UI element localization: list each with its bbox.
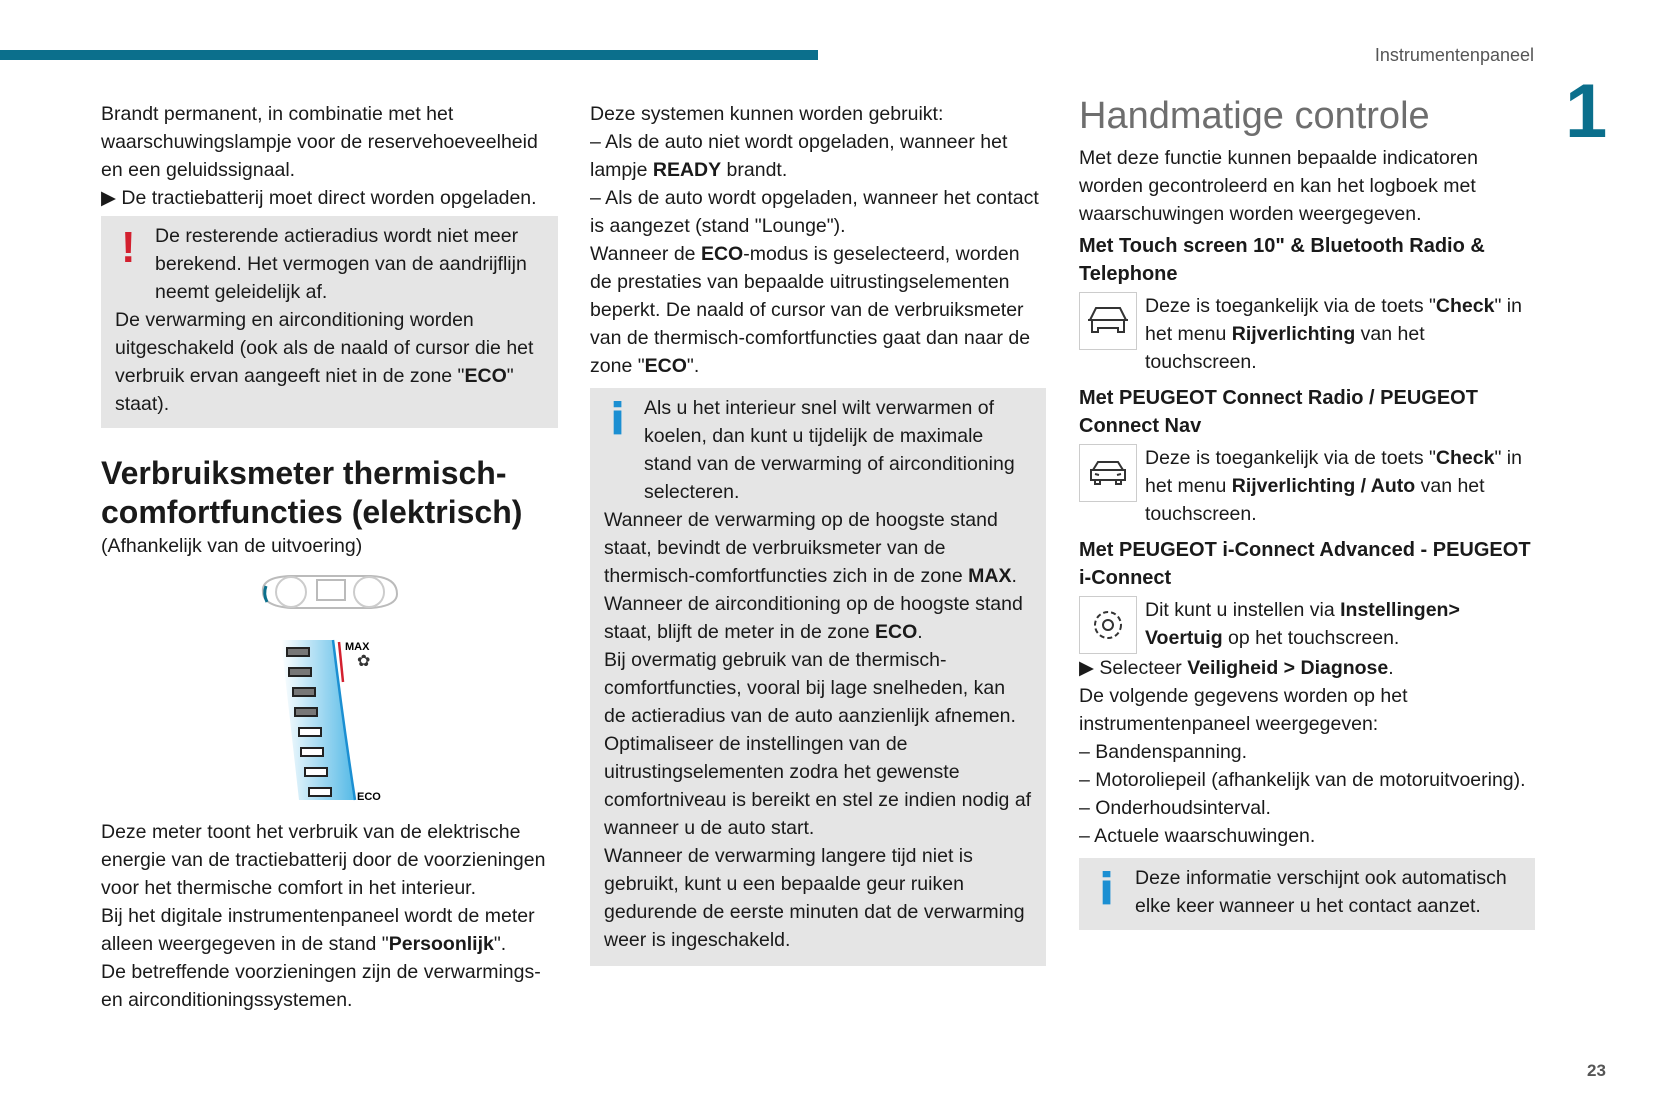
- text: .: [917, 621, 923, 643]
- info-text: [604, 506, 1032, 590]
- triangle-bullet-icon: ▶: [101, 187, 122, 209]
- instruction-text: [1145, 596, 1535, 654]
- text: ".: [686, 355, 700, 377]
- text: Deze is toegankelijk via de toets ": [1145, 295, 1436, 317]
- info-icon: i: [1099, 864, 1115, 915]
- consumption-meter-illustration: [251, 572, 411, 802]
- triangle-bullet-icon: ▶: [1079, 657, 1100, 679]
- bullet-item: [1079, 654, 1535, 682]
- chapter-number: 1: [1565, 69, 1608, 154]
- chapter-color-bar: [0, 50, 818, 60]
- info-text: [604, 590, 1032, 646]
- text: ECO: [644, 355, 687, 377]
- paragraph: Deze systemen kunnen worden gebruikt:: [590, 103, 944, 125]
- text: ECO: [464, 365, 507, 387]
- paragraph: [101, 902, 558, 958]
- text: ECO: [700, 243, 744, 265]
- info-text: Als u het interieur snel wilt verwarmen of koelen, dan kunt u tijdelijk de maximale stand van de verwarming of airconditioning selecteren.: [644, 397, 1015, 503]
- section-heading: Verbruiksmeter thermisch-comfortfuncties (elektrisch): [101, 455, 523, 530]
- text: Instellingen> Voertuig: [1145, 599, 1460, 649]
- bullet-text: De tractiebatterij moet direct worden opgeladen.: [121, 187, 537, 209]
- max-label: MAX: [345, 641, 370, 653]
- subtitle: (Afhankelijk van de uitvoering): [101, 535, 363, 557]
- subheading: Met PEUGEOT Connect Radio / PEUGEOT Connect Nav: [1079, 387, 1478, 437]
- info-text: Optimaliseer de instellingen van de uitrustingselementen zodra het gewenste comfortniveau is bereikt en stel ze indien nodig af wanneer u de auto start.: [604, 733, 1032, 839]
- instruction-row: [1079, 292, 1535, 376]
- info-box: [1079, 858, 1535, 930]
- paragraph: De betreffende voorzieningen zijn de verwarmings- en airconditioningssystemen.: [101, 961, 541, 1011]
- text: ".: [493, 933, 507, 955]
- column-3: [1079, 95, 1535, 934]
- text: Veiligheid > Diagnose: [1187, 657, 1389, 679]
- info-text: Wanneer de verwarming langere tijd niet is gebruikt, kunt u een bepaalde geur ruiken gedurende de eerste minuten dat de verwarming weer is ingeschakeld.: [604, 845, 1025, 951]
- text: Check: [1435, 295, 1495, 317]
- text: ECO: [874, 621, 918, 643]
- paragraph: Brandt permanent, in combinatie met het waarschuwingslampje voor de reservehoeveelheid en een geluidssignaal.: [101, 103, 538, 181]
- section-header: Instrumentenpaneel: [1374, 45, 1534, 65]
- text: Bij het digitale instrumentenpaneel wordt de meter alleen weergegeven in de stand ": [101, 905, 535, 955]
- text: Deze is toegankelijk via de toets ": [1145, 447, 1436, 469]
- bullet-item: [101, 184, 558, 212]
- text: -modus is geselecteerd, worden de prestaties van bepaalde uitrustingselementen beperkt. De naald of cursor van de verbruiksmeter van de thermisch-comfortfuncties gaat dan naar de zone ": [590, 243, 1031, 377]
- column-2: [590, 100, 1046, 970]
- text: READY: [652, 159, 722, 181]
- warning-text: De resterende actieradius wordt niet meer berekend. Het vermogen van de aandrijflijn neemt geleidelijk af.: [155, 225, 527, 303]
- text: op het touchscreen.: [1222, 627, 1400, 649]
- info-icon: i: [610, 394, 626, 445]
- text: Wanneer de: [590, 243, 701, 265]
- text: Dit kunt u instellen via: [1145, 599, 1341, 621]
- car-icon: [1079, 292, 1137, 350]
- warning-box: [101, 216, 558, 428]
- instruction-text: [1145, 292, 1535, 376]
- text: MAX: [968, 565, 1012, 587]
- text: van het touchscreen.: [1145, 475, 1485, 525]
- info-box: [590, 388, 1046, 966]
- subheading: Met Touch screen 10" & Bluetooth Radio & Telephone: [1079, 235, 1485, 285]
- text: " in het menu: [1145, 447, 1522, 497]
- text: Wanneer de verwarming op de hoogste stand staat, bevindt de verbruiksmeter van de thermisch-comfortfuncties zich in de zone: [604, 509, 998, 587]
- dash-item: [590, 128, 1046, 184]
- info-text: Deze informatie verschijnt ook automatisch elke keer wanneer u het contact aanzet.: [1135, 867, 1507, 917]
- text: Wanneer de airconditioning op de hoogste stand staat, blijft de meter in de zone: [604, 593, 1023, 643]
- warning-exclamation-icon: !: [121, 223, 136, 272]
- text: Persoonlijk: [388, 933, 494, 955]
- text: brandt.: [721, 159, 788, 181]
- list-item: – Actuele waarschuwingen.: [1079, 825, 1316, 847]
- info-text: Bij overmatig gebruik van de thermisch-comfortfuncties, vooral bij lage snelheden, kan de actieradius van de auto aanzienlijk afnemen.: [604, 649, 1016, 727]
- text: van het touchscreen.: [1145, 323, 1425, 373]
- instruction-row: [1079, 444, 1535, 528]
- fan-icon: ✿: [357, 653, 371, 670]
- warning-text: [115, 306, 544, 418]
- text: .: [1011, 565, 1017, 587]
- instruction-row: [1079, 596, 1535, 654]
- paragraph: [590, 240, 1046, 380]
- text: Rijverlichting / Auto: [1231, 475, 1416, 497]
- dash-item: – Als de auto wordt opgeladen, wanneer het contact is aangezet (stand "Lounge").: [590, 187, 1039, 237]
- paragraph: Met deze functie kunnen bepaalde indicatoren worden gecontroleerd en kan het logboek met waarschuwingen worden weergegeven.: [1079, 147, 1478, 225]
- text: Rijverlichting: [1231, 323, 1356, 345]
- paragraph: Deze meter toont het verbruik van de elektrische energie van de tractiebatterij door de voorzieningen voor het thermische comfort in het interieur.: [101, 821, 546, 899]
- eco-label: ECO: [357, 791, 381, 802]
- text: Selecteer: [1099, 657, 1188, 679]
- gear-icon: [1079, 596, 1137, 654]
- text: Check: [1435, 447, 1495, 469]
- car-auto-icon: [1079, 444, 1137, 502]
- text: De verwarming en airconditioning worden uitgeschakeld (ook als de naald of cursor die het verbruik ervan aangeeft niet in de zone ": [115, 309, 534, 387]
- page-number: 23: [1587, 1061, 1606, 1080]
- section-title: Handmatige controle: [1079, 95, 1430, 137]
- list-item: – Bandenspanning.: [1079, 741, 1248, 763]
- list-item: – Onderhoudsinterval.: [1079, 797, 1271, 819]
- list-item: – Motoroliepeil (afhankelijk van de motoruitvoering).: [1079, 769, 1526, 791]
- column-1: [101, 100, 558, 1014]
- instruction-text: [1145, 444, 1535, 528]
- text: " staat).: [115, 365, 514, 415]
- subheading: Met PEUGEOT i-Connect Advanced - PEUGEOT i-Connect: [1079, 539, 1531, 589]
- text: .: [1388, 657, 1394, 679]
- text: " in het menu: [1145, 295, 1522, 345]
- paragraph: De volgende gegevens worden op het instrumentenpaneel weergegeven:: [1079, 685, 1408, 735]
- text: – Als de auto niet wordt opgeladen, wanneer het lampje: [590, 131, 1008, 181]
